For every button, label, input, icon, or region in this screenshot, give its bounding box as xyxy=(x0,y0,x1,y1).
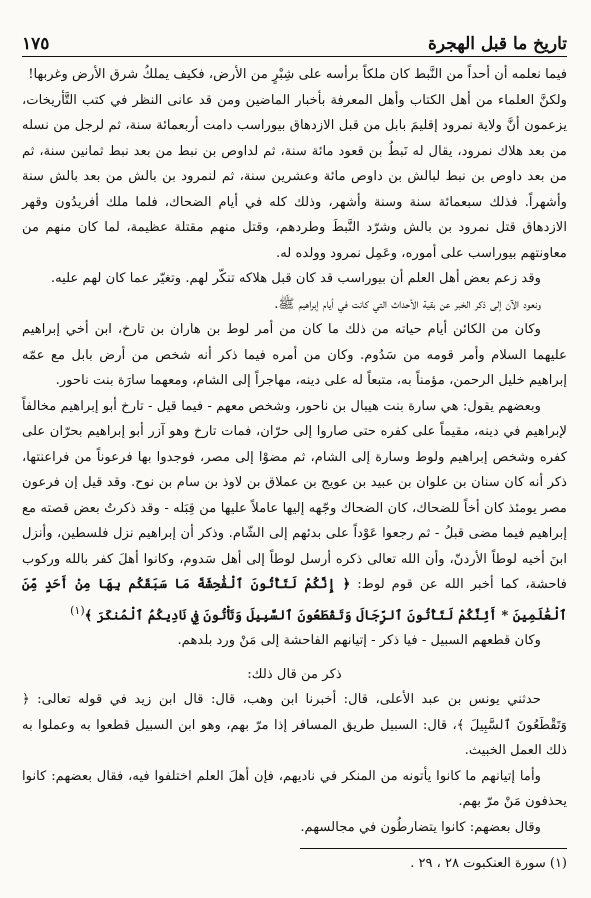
footnote-divider xyxy=(300,848,567,849)
footnote-marker: (١) xyxy=(70,603,85,617)
paragraph xyxy=(22,394,567,629)
paragraph: وقد زعم بعض أهل العلم أن بيوراسب قد كان قبل هلاكه تنكّر لهم. وتغيّر عما كان لهم عليه. xyxy=(50,271,541,286)
quran-quote: ﴿ إِنَّكُمْ لَتَأْتُونَ ٱلْفَٰحِشَةَ مَا سَبَقَكُم بِهَا مِنْ أَحَدٍ مِّنَ ٱلْعَٰلَمِينَ * أَئِنَّكُمْ لَتَأْتُونَ ٱلرِّجَالَ وَتَقْطَعُونَ ٱلسَّبِيلَ وَتَأْتُونَ فِي نَادِيكُمُ ٱلْمُنكَرَ ﴾ xyxy=(22,577,567,623)
main-text xyxy=(22,62,567,840)
paragraph-text: وبعضهم يقول: هي سارة بنت هيبال بن ناحور، وشخص معهم - فيما قيل - تارخ أبو إبراهيم مخالفاً لإبراهيم في دينه، مقيماً على كفره حتى صاروا إلى حرّان، فمات تارخ وهو آزر أبو إبراهيم بحرّان على كفره وشخص إبراهيم ولوط وسارة إلى الشام، ثم مضوْا إلى مصر، فوجدوا بها فرعوناً من فراعنتها، ذكر أنه كان سنان بن علوان بن عبيد بن عويج بن عملاق بن لاوذ بن سام بن نوح. وقد قيل إن فرعون مصر يومئذ كان أخاً للضحاك، كان الضحاك وجّهه إليها عاملاً عليها من قِبَله - وقد ذكرتُ بعض قصته مع إبراهيم فيما مضى قبلُ - ثم رجعوا عَوْداً على بدئهم إلى الشّام. وذكر أن إبراهيم نزل فلسطين، وأنزل ابنَ أخيه لوطاً الأردنّ، وأن الله تعالى ذكره أرسل لوطاً إلى أهل سَدوم، وكانوا أهلَ كفر بالله وركوب فاحشة، كما أخبر الله عن قوم لوط: xyxy=(22,398,567,592)
paragraph: حدثني يونس بن عبد الأعلى، قال: أخبرنا ابن وهب، قال: قال ابن زيد في قوله تعالى: ﴿ وَتَقْطَعُونَ ٱلسَّبِيلَ ﴾، قال: السبيل طريق المسافر إذا مرّ بهم، وهو ابن السبيل قطعوا به وعملوا به ذلك العمل الخبيث. xyxy=(22,692,567,759)
section-heading: ذكر من قال ذلك: xyxy=(247,666,342,682)
paragraph: ونعود الآن إلى ذكر الخبر عن بقية الأحداث التي كانت في أيام إبراهيم ﷺ. xyxy=(274,296,541,312)
paragraph: وكان قطعهم السبيل - فيا ذكر - إتيانهم الفاحشة إلى مَنْ ورد بلدهم. xyxy=(177,633,541,649)
paragraph: ولكنَّ العلماء من أهل الكتاب وأهل المعرفة بأخبار الماضين ومن قد عانى النظر في كتب التَّأريخات، يزعمون أنَّ ولاية نمرود إقليمَ بابل من قبل الازدهاق بيوراسب دامت أربعمائة سنة، ثم لرجل من نسله من بعد هلاك نمرود، يقال له نَبطُ بن قعود مائة سنة، ثم لداوص بن نبط من بعد نبط ثمانين سنة، ثم من بعد داوص بن نبط لبالش بن داوص مائة وعشرين سنة، ثم لنمرود بن بالش من بعد بالش سنة وأشهراً. فذلك سبعمائة سنة وسنة وأشهر، وذلك كله في أيام الضحاك، فلما ملك أفريدُون وقهر الازدهاق قتل نمرود بن بالش وشرّد النَّبطَ وطردهم، وقتل منهم مقتلة عظيمة، لما كان منهم من معاونتهم بيوراسب على أموره، وعَمِل نمرود وولده له. xyxy=(22,92,567,261)
page-number: ١٧٥ xyxy=(22,34,50,54)
paragraph: وقال بعضهم: كانوا يتضارطُون في مجالسهم. xyxy=(300,819,541,835)
footnote: (١) سورة العنكبوت ٢٨ ، ٢٩ . xyxy=(410,856,567,871)
page-header xyxy=(22,30,567,57)
paragraph: وكان من الكائن أيام حياته من ذلك ما كان من أمر لوط بن هاران بن تارخ، ابن أخي إبراهيم عليهما السلام وأمر قومه من سَدُوم. وكان من أمره فيما ذكر أنه شخص من أرض بابل مع عمّه إبراهيم خليل الرحمن، مؤمناً به، متبعاً له على دينه، مهاجراً إلى الشام، ومعهما سارَة بنت ناحور. xyxy=(22,322,567,388)
running-title: تاريخ ما قبل الهجرة xyxy=(428,34,567,54)
paragraph: فيما نعلمه أن أحداً من النَّبط كان ملكاً برأسه على شِبْرٍ من الأرض، فكيف يملكُ شرق الأرض وغربها! xyxy=(28,67,567,82)
paragraph: وأما إتيانهم ما كانوا يأتونه من المنكر في ناديهم، فإن أهلَ العلم اختلفوا فيه، فقال بعضهم: كانوا يحذفون مَنْ مرّ بهم. xyxy=(22,768,567,810)
